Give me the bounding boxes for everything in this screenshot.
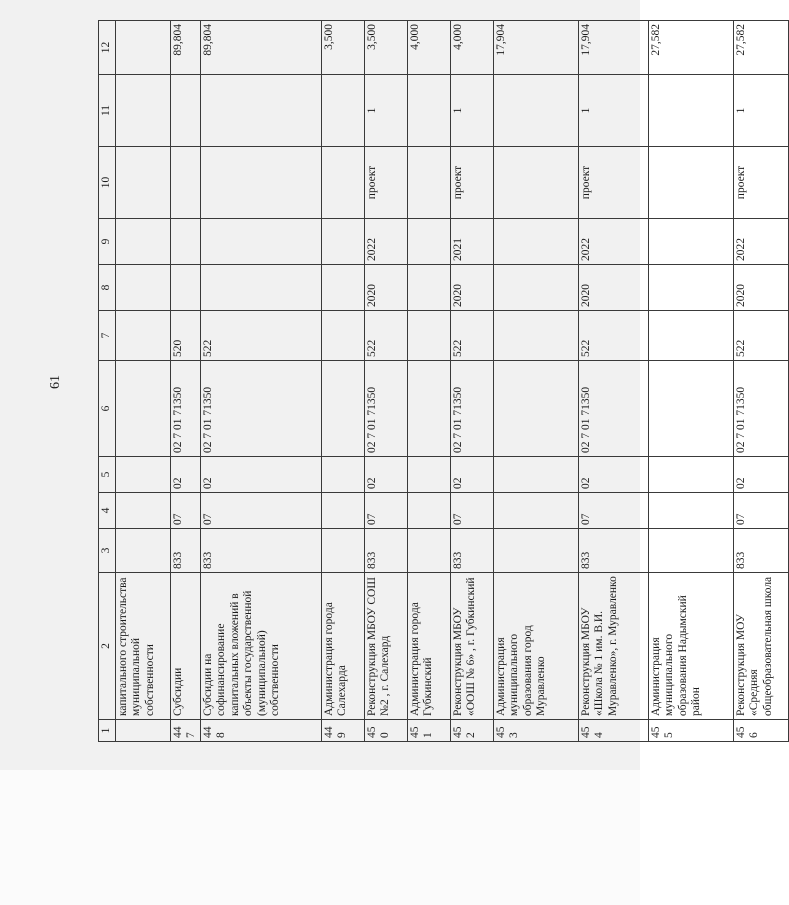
table-row	[493, 21, 578, 742]
target-article-cell: 02 7 01 71350	[578, 361, 648, 457]
start-year-cell	[200, 265, 321, 311]
target-article-cell: 02 7 01 71350	[170, 361, 200, 457]
expense-type-cell: 520	[170, 311, 200, 361]
end-year-cell	[648, 219, 733, 265]
header-cell: 3	[99, 529, 116, 573]
target-article-cell	[407, 361, 450, 457]
subsection-cell: 02	[364, 457, 407, 493]
budget-table-frame	[98, 21, 774, 742]
row-number-cell: 452	[450, 720, 493, 742]
stage-cell	[648, 147, 733, 219]
name-cell: Реконструкция МБОУ «Школа № 1 им. В.И. Муравленко», г. Муравленко	[578, 573, 648, 720]
expense-type-cell: 522	[200, 311, 321, 361]
target-article-cell	[648, 361, 733, 457]
amount-cell: 3,500	[364, 21, 407, 75]
expense-type-cell	[407, 311, 450, 361]
ministry-code-cell: 833	[733, 529, 788, 573]
end-year-cell	[321, 219, 364, 265]
ministry-code-cell: 833	[170, 529, 200, 573]
name-cell: Администрация города Губкинский	[407, 573, 450, 720]
end-year-cell	[170, 219, 200, 265]
amount-cell: 89,804	[200, 21, 321, 75]
header-cell: 7	[99, 311, 116, 361]
section-cell: 07	[578, 493, 648, 529]
header-cell: 5	[99, 457, 116, 493]
end-year-cell	[493, 219, 578, 265]
quantity-cell	[200, 75, 321, 147]
start-year-cell	[170, 265, 200, 311]
stage-cell	[115, 147, 170, 219]
subsection-cell	[407, 457, 450, 493]
section-cell	[321, 493, 364, 529]
stage-cell	[493, 147, 578, 219]
expense-type-cell: 522	[450, 311, 493, 361]
ministry-code-cell	[321, 529, 364, 573]
subsection-cell: 02	[733, 457, 788, 493]
start-year-cell	[493, 265, 578, 311]
page-number: 61	[48, 375, 63, 389]
section-cell	[648, 493, 733, 529]
stage-cell: проект	[578, 147, 648, 219]
table-header-row	[99, 21, 116, 742]
header-cell: 2	[99, 573, 116, 720]
ministry-code-cell	[115, 529, 170, 573]
end-year-cell: 2022	[733, 219, 788, 265]
amount-cell	[115, 21, 170, 75]
row-number-cell: 447	[170, 720, 200, 742]
table-row	[321, 21, 364, 742]
table-row	[450, 21, 493, 742]
expense-type-cell	[493, 311, 578, 361]
row-number-cell: 451	[407, 720, 450, 742]
ministry-code-cell: 833	[364, 529, 407, 573]
amount-cell: 27,582	[648, 21, 733, 75]
row-number-cell: 448	[200, 720, 321, 742]
target-article-cell: 02 7 01 71350	[200, 361, 321, 457]
quantity-cell: 1	[450, 75, 493, 147]
end-year-cell	[200, 219, 321, 265]
section-cell: 07	[364, 493, 407, 529]
header-cell: 12	[99, 21, 116, 75]
start-year-cell: 2020	[578, 265, 648, 311]
quantity-cell	[493, 75, 578, 147]
quantity-cell	[115, 75, 170, 147]
table-body	[99, 21, 789, 742]
stage-cell	[321, 147, 364, 219]
amount-cell: 4,000	[450, 21, 493, 75]
subsection-cell: 02	[450, 457, 493, 493]
start-year-cell	[648, 265, 733, 311]
quantity-cell	[170, 75, 200, 147]
table-row	[407, 21, 450, 742]
row-number-cell: 450	[364, 720, 407, 742]
amount-cell: 17,904	[493, 21, 578, 75]
row-number-cell: 456	[733, 720, 788, 742]
start-year-cell: 2020	[364, 265, 407, 311]
name-cell: Администрация муниципального образования город Муравленко	[493, 573, 578, 720]
end-year-cell: 2022	[578, 219, 648, 265]
start-year-cell	[115, 265, 170, 311]
subsection-cell: 02	[170, 457, 200, 493]
header-cell: 6	[99, 361, 116, 457]
stage-cell: проект	[450, 147, 493, 219]
name-cell: Субсидии	[170, 573, 200, 720]
quantity-cell	[407, 75, 450, 147]
ministry-code-cell: 833	[200, 529, 321, 573]
table-row	[733, 21, 788, 742]
table-row	[170, 21, 200, 742]
name-cell: Реконструкция МОУ «Средняя общеобразовательная школа	[733, 573, 788, 720]
ministry-code-cell: 833	[578, 529, 648, 573]
quantity-cell: 1	[733, 75, 788, 147]
row-number-cell	[115, 720, 170, 742]
budget-table	[98, 20, 789, 742]
target-article-cell: 02 7 01 71350	[364, 361, 407, 457]
section-cell	[493, 493, 578, 529]
target-article-cell	[321, 361, 364, 457]
stage-cell	[170, 147, 200, 219]
name-cell: Администрация города Салехарда	[321, 573, 364, 720]
start-year-cell: 2020	[733, 265, 788, 311]
expense-type-cell	[321, 311, 364, 361]
section-cell: 07	[200, 493, 321, 529]
header-cell: 9	[99, 219, 116, 265]
stage-cell: проект	[364, 147, 407, 219]
table-row	[364, 21, 407, 742]
expense-type-cell	[648, 311, 733, 361]
amount-cell: 4,000	[407, 21, 450, 75]
quantity-cell: 1	[578, 75, 648, 147]
section-cell	[407, 493, 450, 529]
table-row	[200, 21, 321, 742]
end-year-cell	[115, 219, 170, 265]
section-cell: 07	[170, 493, 200, 529]
amount-cell: 27,582	[733, 21, 788, 75]
subsection-cell	[115, 457, 170, 493]
end-year-cell: 2022	[364, 219, 407, 265]
stage-cell	[200, 147, 321, 219]
amount-cell: 89,804	[170, 21, 200, 75]
end-year-cell: 2021	[450, 219, 493, 265]
start-year-cell	[407, 265, 450, 311]
header-cell: 11	[99, 75, 116, 147]
subsection-cell: 02	[200, 457, 321, 493]
table-row	[115, 21, 170, 742]
name-cell: капитального строительства муниципальной собственности	[115, 573, 170, 720]
row-number-cell: 454	[578, 720, 648, 742]
amount-cell: 17,904	[578, 21, 648, 75]
stage-cell	[407, 147, 450, 219]
row-number-cell: 449	[321, 720, 364, 742]
table-row	[578, 21, 648, 742]
quantity-cell	[648, 75, 733, 147]
target-article-cell: 02 7 01 71350	[733, 361, 788, 457]
header-cell: 8	[99, 265, 116, 311]
ministry-code-cell: 833	[450, 529, 493, 573]
header-cell: 10	[99, 147, 116, 219]
name-cell: Администрация муниципального образования Надымский район	[648, 573, 733, 720]
ministry-code-cell	[648, 529, 733, 573]
subsection-cell	[321, 457, 364, 493]
expense-type-cell: 522	[733, 311, 788, 361]
header-cell: 4	[99, 493, 116, 529]
quantity-cell	[321, 75, 364, 147]
target-article-cell	[493, 361, 578, 457]
row-number-cell: 453	[493, 720, 578, 742]
subsection-cell: 02	[578, 457, 648, 493]
quantity-cell: 1	[364, 75, 407, 147]
name-cell: Реконструкция МБОУ «ООШ № 6» , г. Губкинский	[450, 573, 493, 720]
expense-type-cell: 522	[364, 311, 407, 361]
subsection-cell	[648, 457, 733, 493]
stage-cell: проект	[733, 147, 788, 219]
header-cell: 1	[99, 720, 116, 742]
section-cell: 07	[733, 493, 788, 529]
amount-cell: 3,500	[321, 21, 364, 75]
section-cell: 07	[450, 493, 493, 529]
start-year-cell: 2020	[450, 265, 493, 311]
expense-type-cell: 522	[578, 311, 648, 361]
section-cell	[115, 493, 170, 529]
ministry-code-cell	[407, 529, 450, 573]
end-year-cell	[407, 219, 450, 265]
name-cell: Субсидии на софинансирование капитальных вложений в объекты государственной (муниципальной) собственности	[200, 573, 321, 720]
name-cell: Реконструкция МБОУ СОШ №2 , г. Салехард	[364, 573, 407, 720]
start-year-cell	[321, 265, 364, 311]
ministry-code-cell	[493, 529, 578, 573]
target-article-cell: 02 7 01 71350	[450, 361, 493, 457]
target-article-cell	[115, 361, 170, 457]
expense-type-cell	[115, 311, 170, 361]
row-number-cell: 455	[648, 720, 733, 742]
table-row	[648, 21, 733, 742]
subsection-cell	[493, 457, 578, 493]
